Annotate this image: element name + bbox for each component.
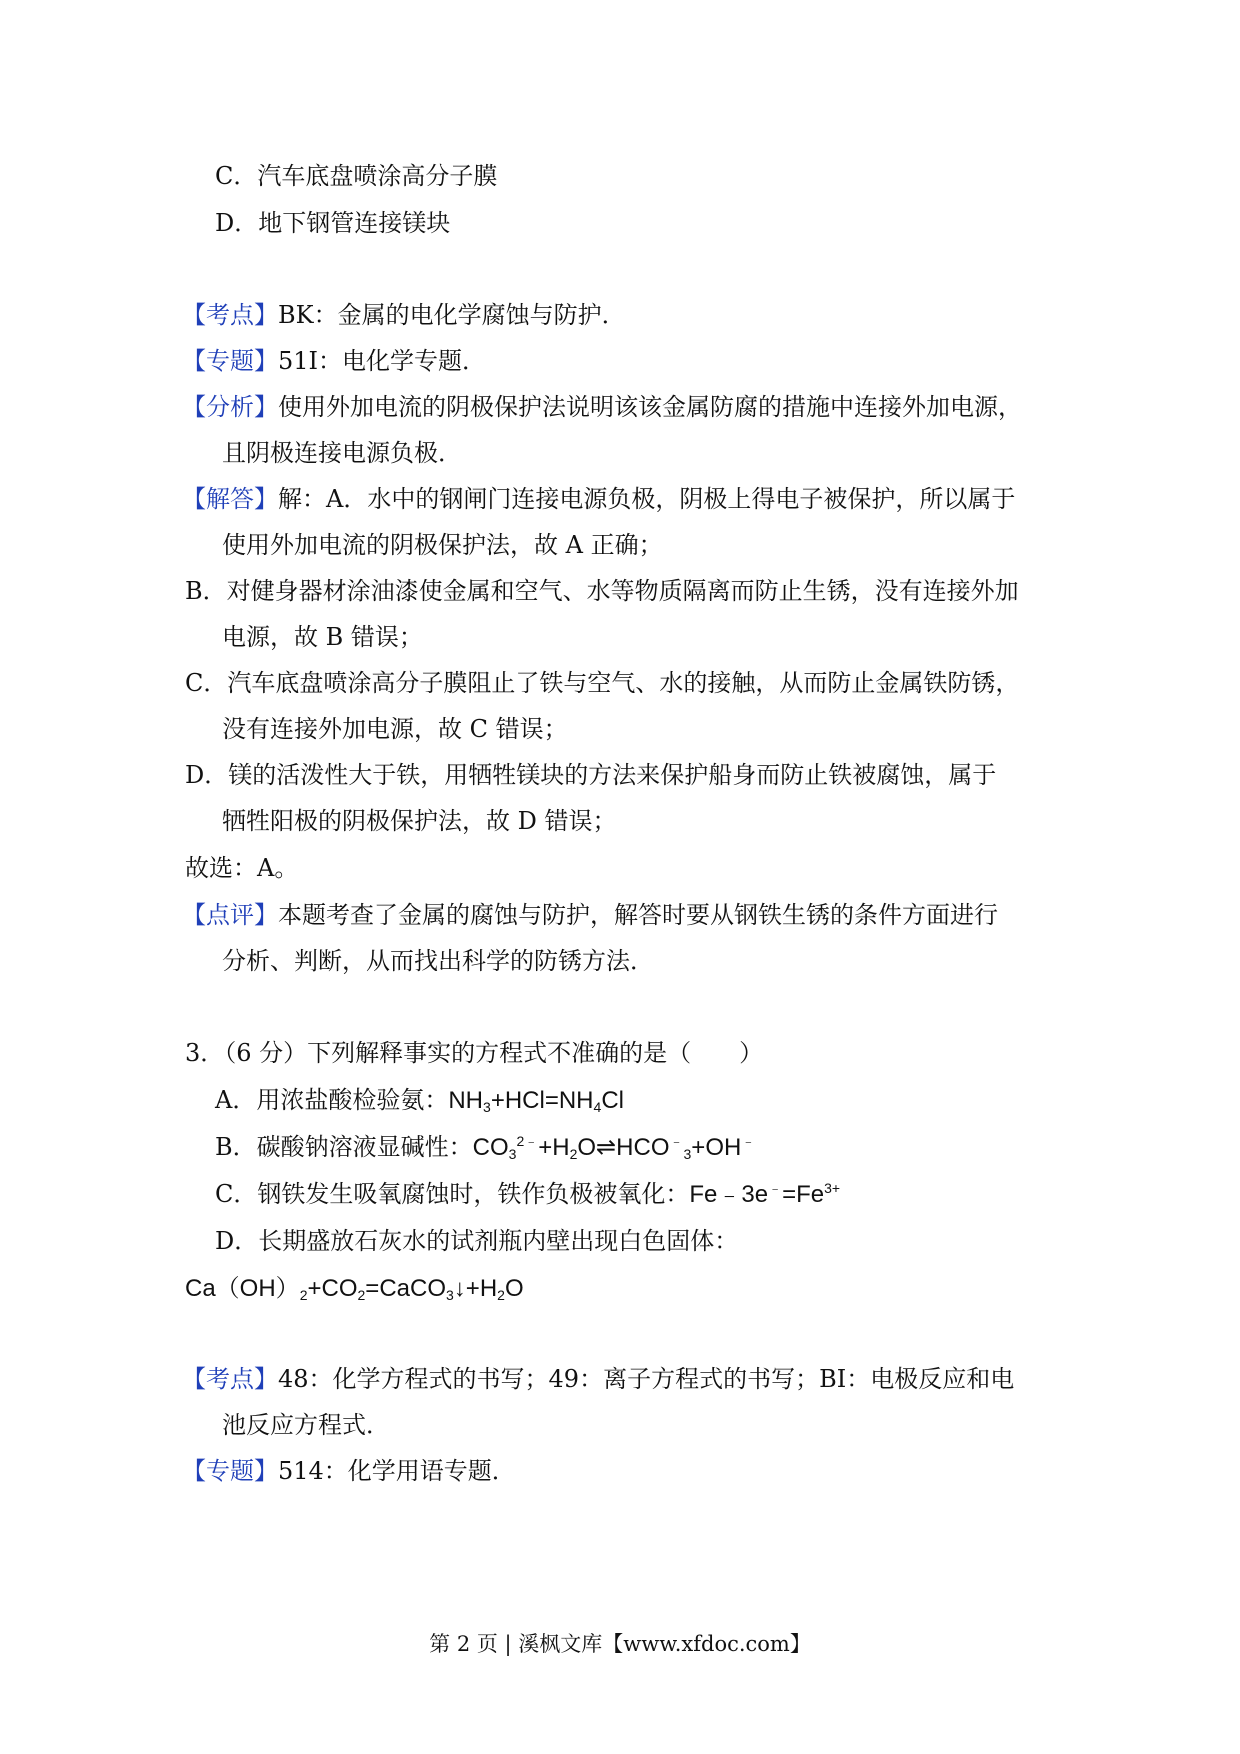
kaodian-line1: 48：化学方程式的书写；49：离子方程式的书写；BI：电极反应和电: [278, 1365, 1015, 1393]
jieda-tag: 【解答】: [182, 485, 278, 513]
zhuanti-text: 514：化学用语专题．: [278, 1457, 516, 1485]
q3-option-d-equation: $Ca(OH)_2+CO_2=CaCO_3↓+H_2O$: [185, 1275, 524, 1303]
q2-dianping-line2: 分析、判断，从而找出科学的防锈方法．: [222, 947, 654, 975]
q2-kaodian: [182, 299, 626, 331]
q3-option-d: D．长期盛放石灰水的试剂瓶内壁出现白色固体：: [215, 1227, 739, 1255]
zhuanti-text: 51I：电化学专题．: [278, 347, 487, 375]
page-footer: 第 2 页 | 溪枫文库【www.xfdoc.com】: [429, 1632, 811, 1656]
q2-option-d: D．地下钢管连接镁块: [215, 209, 451, 237]
option-c-equation: $Fe﹣3e^﹣=Fe^{3+}$: [689, 1180, 841, 1208]
jieda-line1: 解：A．水中的钢闸门连接电源负极，阴极上得电子被保护，所以属于: [278, 485, 1016, 513]
q3-option-c: [215, 1178, 840, 1211]
option-b-equation: $CO_3^{2﹣}+H_2O\rightleftharpoons HCO^﹣_3+OH^﹣$: [472, 1133, 756, 1162]
q2-option-c: C．汽车底盘喷涂高分子膜: [215, 162, 498, 190]
q2-d-line1: D．镁的活泼性大于铁，用牺牲镁块的方法来保护船身而防止铁被腐蚀，属于: [185, 761, 997, 789]
q3-option-a: [215, 1084, 624, 1117]
q2-fenxi: [182, 391, 1022, 423]
q2-jieda-line2: 使用外加电流的阴极保护法，故 A 正确；: [222, 531, 663, 559]
kaodian-tag: 【考点】: [182, 301, 278, 329]
option-a-label: A．用浓盐酸检验氨：: [215, 1086, 449, 1114]
zhuanti-tag: 【专题】: [182, 1457, 278, 1485]
zhuanti-tag: 【专题】: [182, 347, 278, 375]
option-b-label: B．碳酸钠溶液显碱性：: [215, 1133, 473, 1161]
q3-kaodian-line2: 池反应方程式．: [222, 1411, 390, 1439]
q2-dianping: [182, 899, 998, 931]
fenxi-line1: 使用外加电流的阴极保护法说明该该金属防腐的措施中连接外加电源，: [278, 393, 1022, 421]
option-c-label: C．钢铁发生吸氧腐蚀时，铁作负极被氧化：: [215, 1180, 690, 1208]
q2-zhuanti: [182, 345, 486, 377]
q2-d-line2: 牺牲阳极的阴极保护法，故 D 错误；: [222, 807, 617, 835]
q2-b-line2: 电源，故 B 错误；: [222, 623, 423, 651]
q2-answer: 故选：A。: [185, 854, 299, 882]
fenxi-tag: 【分析】: [182, 393, 278, 421]
dianping-line1: 本题考查了金属的腐蚀与防护，解答时要从钢铁生锈的条件方面进行: [278, 901, 998, 929]
q3-zhuanti: [182, 1455, 516, 1487]
q3-option-b: [215, 1131, 755, 1164]
kaodian-tag: 【考点】: [182, 1365, 278, 1393]
q2-c-line2: 没有连接外加电源，故 C 错误；: [222, 715, 568, 743]
q2-b-line1: B．对健身器材涂油漆使金属和空气、水等物质隔离而防止生锈，没有连接外加: [185, 577, 1019, 605]
q3-stem: 3．（6 分）下列解释事实的方程式不准确的是（ ）: [185, 1039, 764, 1067]
q2-c-line1: C．汽车底盘喷涂高分子膜阻止了铁与空气、水的接触，从而防止金属铁防锈，: [185, 669, 1020, 697]
q2-fenxi-line2: 且阴极连接电源负极．: [222, 439, 462, 467]
kaodian-text: BK：金属的电化学腐蚀与防护．: [278, 301, 626, 329]
q3-kaodian: [182, 1363, 1014, 1395]
dianping-tag: 【点评】: [182, 901, 278, 929]
q2-jieda: [182, 483, 1015, 515]
option-a-equation: $NH_3+HCl=NH_4Cl$: [448, 1087, 624, 1115]
